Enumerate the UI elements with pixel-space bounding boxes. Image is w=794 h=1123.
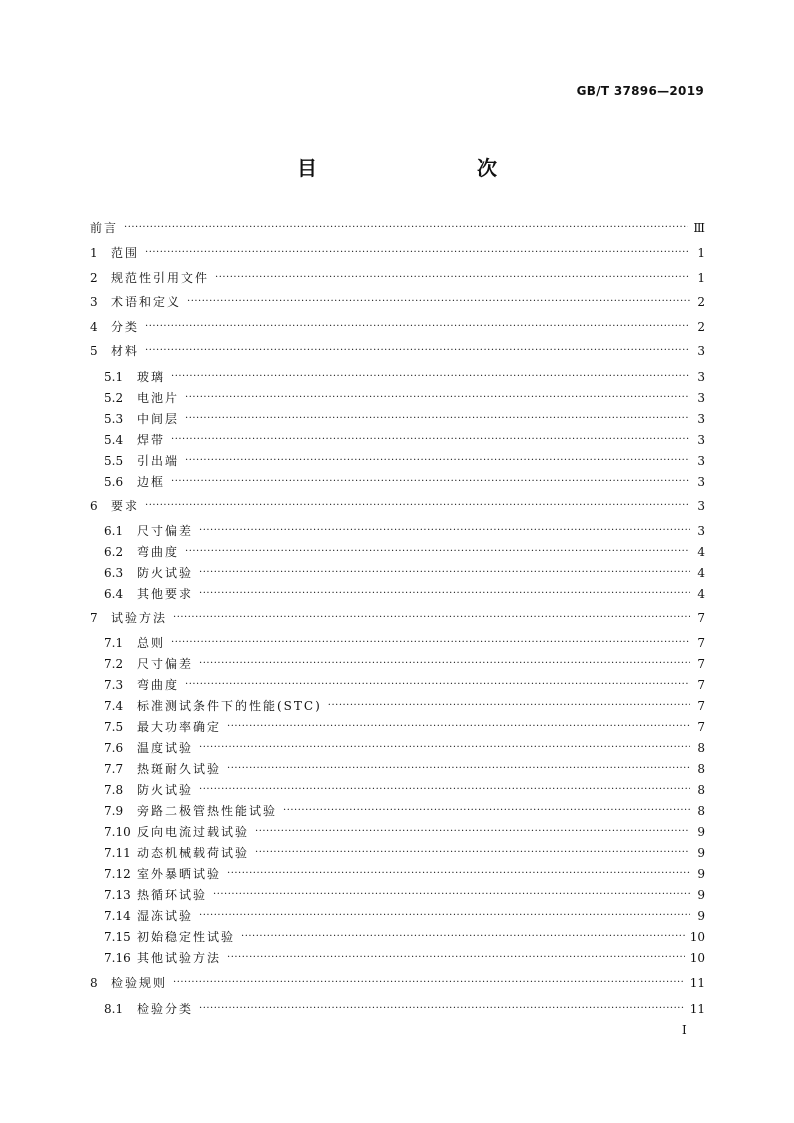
toc-entry[interactable] (104, 885, 705, 905)
toc-leader-dots (185, 388, 690, 408)
toc-entry-label: 玻璃 (137, 370, 166, 384)
toc-entry-label: 防火试验 (137, 783, 194, 797)
toc-entry-label: 弯曲度 (137, 678, 180, 692)
toc-entry-page: 9 (697, 846, 705, 860)
toc-entry[interactable] (90, 317, 705, 337)
toc-entry[interactable] (104, 563, 705, 583)
page-title: 目 次 (297, 156, 537, 180)
toc-entry-number: 7.15 (104, 930, 131, 944)
toc-entry-label: 分类 (111, 320, 140, 334)
standard-code: GB/T 37896—2019 (576, 84, 704, 98)
toc-entry[interactable] (104, 759, 705, 779)
toc-entry-page: 3 (697, 412, 705, 426)
toc-entry-page: 9 (697, 825, 705, 839)
toc-entry-page: 10 (689, 930, 705, 944)
toc-entry-number: 7.6 (104, 741, 124, 755)
toc-entry-number: 7.4 (104, 699, 124, 713)
toc-leader-dots (199, 521, 690, 541)
toc-entry-number: 7.1 (104, 636, 124, 650)
toc-entry-page: 7 (697, 678, 705, 692)
toc-entry-page: 3 (697, 370, 705, 384)
toc-entry-page: 9 (697, 867, 705, 881)
toc-entry[interactable] (90, 243, 705, 263)
toc-entry-label: 边框 (137, 475, 166, 489)
toc-entry-label: 其他要求 (137, 587, 194, 601)
toc-entry-number: 7.14 (104, 909, 131, 923)
toc-entry-page: 2 (697, 295, 705, 309)
toc-entry-label: 检验规则 (111, 976, 168, 990)
toc-entry-number: 7.11 (104, 846, 131, 860)
toc-leader-dots (199, 780, 690, 800)
toc-entry-label: 中间层 (137, 412, 180, 426)
toc-entry-number: 5.3 (104, 412, 124, 426)
toc-entry[interactable] (104, 717, 705, 737)
toc-entry-label: 其他试验方法 (137, 951, 222, 965)
toc-entry-number: 8 (90, 976, 98, 990)
toc-leader-dots (328, 696, 690, 716)
toc-leader-dots (213, 885, 690, 905)
toc-entry-number: 7.3 (104, 678, 124, 692)
toc-leader-dots (199, 654, 690, 674)
toc-entry-label: 反向电流过载试验 (137, 825, 250, 839)
toc-entry-label: 电池片 (137, 391, 180, 405)
toc-entry[interactable] (104, 780, 705, 800)
toc-entry-page: Ⅲ (693, 221, 705, 235)
toc-entry-label: 旁路二极管热性能试验 (137, 804, 278, 818)
toc-leader-dots (227, 864, 690, 884)
toc-leader-dots (145, 243, 690, 263)
toc-entry-label: 焊带 (137, 433, 166, 447)
toc-entry[interactable] (104, 843, 705, 863)
toc-entry[interactable] (104, 801, 705, 821)
toc-entry-page: 3 (697, 524, 705, 538)
toc-entry-number: 5 (90, 344, 98, 358)
toc-entry[interactable] (104, 696, 705, 716)
toc-entry-label: 规范性引用文件 (111, 271, 210, 285)
toc-entry-number: 7.16 (104, 951, 131, 965)
toc-leader-dots (185, 675, 690, 695)
toc-entry[interactable] (104, 675, 705, 695)
toc-entry-label: 引出端 (137, 454, 180, 468)
toc-leader-dots (283, 801, 690, 821)
toc-entry-page: 3 (697, 454, 705, 468)
toc-entry-page: 3 (697, 391, 705, 405)
toc-entry-number: 7.10 (104, 825, 131, 839)
toc-entry-page: 3 (697, 344, 705, 358)
toc-leader-dots (171, 430, 690, 450)
toc-entry-label: 湿冻试验 (137, 909, 194, 923)
toc-entry-label: 总则 (137, 636, 166, 650)
toc-entry[interactable] (104, 388, 705, 408)
toc-entry-label: 要求 (111, 499, 140, 513)
toc-entry-page: 7 (697, 611, 705, 625)
toc-entry-number: 6.4 (104, 587, 124, 601)
toc-entry-number: 7.7 (104, 762, 124, 776)
toc-entry-page: 8 (697, 762, 705, 776)
toc-entry-label: 尺寸偏差 (137, 657, 194, 671)
toc-entry-number: 3 (90, 295, 98, 309)
toc-leader-dots (171, 472, 690, 492)
toc-entry[interactable] (90, 268, 705, 288)
toc-entry-page: 8 (697, 783, 705, 797)
toc-leader-dots (145, 341, 690, 361)
toc-entry-number: 1 (90, 246, 98, 260)
toc-entry[interactable] (104, 367, 705, 387)
toc-entry-label: 尺寸偏差 (137, 524, 194, 538)
toc-entry[interactable] (90, 973, 705, 993)
toc-entry-page: 4 (697, 545, 705, 559)
toc-entry[interactable] (104, 451, 705, 471)
toc-entry-page: 10 (689, 951, 705, 965)
toc-entry[interactable] (104, 633, 705, 653)
toc-entry-page: 2 (697, 320, 705, 334)
toc-entry-number: 5.2 (104, 391, 124, 405)
toc-entry[interactable] (90, 218, 705, 238)
toc-entry[interactable] (104, 948, 705, 968)
toc-entry-label: 室外暴晒试验 (137, 867, 222, 881)
toc-entry-number: 8.1 (104, 1002, 124, 1016)
toc-entry-label: 材料 (111, 344, 140, 358)
toc-entry-page: 7 (697, 657, 705, 671)
toc-entry-label: 初始稳定性试验 (137, 930, 236, 944)
toc-entry-number: 2 (90, 271, 98, 285)
toc-entry-page: 1 (697, 271, 705, 285)
toc-entry-page: 7 (697, 699, 705, 713)
toc-entry[interactable] (104, 430, 705, 450)
toc-leader-dots (227, 717, 690, 737)
toc-leader-dots (171, 633, 690, 653)
toc-entry-number: 6.1 (104, 524, 124, 538)
toc-entry-label: 试验方法 (111, 611, 168, 625)
toc-leader-dots (124, 218, 688, 238)
toc-entry-label: 温度试验 (137, 741, 194, 755)
toc-entry-page: 7 (697, 636, 705, 650)
toc-entry-label: 术语和定义 (111, 295, 182, 309)
toc-leader-dots (187, 292, 690, 312)
toc-entry-label: 热循环试验 (137, 888, 208, 902)
toc-entry-page: 11 (689, 976, 705, 990)
toc-entry-label: 热斑耐久试验 (137, 762, 222, 776)
toc-leader-dots (199, 584, 690, 604)
toc-entry[interactable] (90, 496, 705, 516)
toc-leader-dots (199, 738, 690, 758)
toc-leader-dots (185, 409, 690, 429)
toc-entry-number: 7.13 (104, 888, 131, 902)
toc-entry[interactable] (90, 608, 705, 628)
toc-entry-page: 8 (697, 741, 705, 755)
toc-leader-dots (255, 843, 690, 863)
toc-entry-number: 5.4 (104, 433, 124, 447)
toc-leader-dots (215, 268, 690, 288)
toc-entry-label: 动态机械载荷试验 (137, 846, 250, 860)
toc-entry[interactable] (104, 927, 705, 947)
toc-leader-dots (185, 542, 690, 562)
toc-entry-number: 6.2 (104, 545, 124, 559)
toc-entry-label: 标准测试条件下的性能(STC) (137, 699, 322, 713)
toc-entry[interactable] (104, 584, 705, 604)
toc-entry-number: 5.5 (104, 454, 124, 468)
toc-entry-number: 7.5 (104, 720, 124, 734)
toc-entry-page: 9 (697, 909, 705, 923)
toc-entry[interactable] (104, 521, 705, 541)
toc-entry-label: 弯曲度 (137, 545, 180, 559)
page-number: Ⅰ (682, 1023, 687, 1037)
toc-leader-dots (173, 973, 685, 993)
toc-entry-label: 检验分类 (137, 1002, 194, 1016)
toc-entry-page: 3 (697, 499, 705, 513)
toc-leader-dots (171, 367, 690, 387)
toc-leader-dots (145, 496, 690, 516)
toc-entry[interactable] (104, 738, 705, 758)
toc-leader-dots (255, 822, 690, 842)
toc-entry-page: 3 (697, 475, 705, 489)
toc-leader-dots (145, 317, 690, 337)
toc-leader-dots (199, 906, 690, 926)
toc-entry-number: 4 (90, 320, 98, 334)
toc-entry[interactable] (104, 472, 705, 492)
toc-entry-number: 7 (90, 611, 98, 625)
toc-entry-label: 前言 (90, 221, 119, 235)
toc-entry-number: 7.8 (104, 783, 124, 797)
toc-entry[interactable] (104, 864, 705, 884)
toc-entry-page: 4 (697, 587, 705, 601)
toc-leader-dots (199, 563, 690, 583)
toc-entry[interactable] (104, 409, 705, 429)
toc-entry[interactable] (104, 999, 705, 1019)
toc-leader-dots (227, 948, 685, 968)
toc-entry-number: 7.9 (104, 804, 124, 818)
toc-leader-dots (241, 927, 685, 947)
toc-entry-number: 7.2 (104, 657, 124, 671)
toc-entry[interactable] (104, 822, 705, 842)
toc-entry[interactable] (90, 292, 705, 312)
toc-entry-page: 7 (697, 720, 705, 734)
toc-entry-number: 5.1 (104, 370, 124, 384)
toc-entry[interactable] (104, 906, 705, 926)
toc-entry-number: 7.12 (104, 867, 131, 881)
toc-entry-label: 防火试验 (137, 566, 194, 580)
toc-entry-label: 范围 (111, 246, 140, 260)
toc-entry-page: 9 (697, 888, 705, 902)
toc-entry-page: 3 (697, 433, 705, 447)
toc-entry[interactable] (90, 341, 705, 361)
toc-leader-dots (199, 999, 685, 1019)
toc-leader-dots (173, 608, 690, 628)
toc-leader-dots (185, 451, 690, 471)
toc-entry-label: 最大功率确定 (137, 720, 222, 734)
toc-entry-page: 11 (689, 1002, 705, 1016)
toc-leader-dots (227, 759, 690, 779)
toc-entry-page: 8 (697, 804, 705, 818)
toc-entry-number: 6 (90, 499, 98, 513)
toc-entry[interactable] (104, 542, 705, 562)
toc-entry-page: 4 (697, 566, 705, 580)
toc-entry-page: 1 (697, 246, 705, 260)
toc-entry-number: 6.3 (104, 566, 124, 580)
toc-entry-number: 5.6 (104, 475, 124, 489)
toc-entry[interactable] (104, 654, 705, 674)
